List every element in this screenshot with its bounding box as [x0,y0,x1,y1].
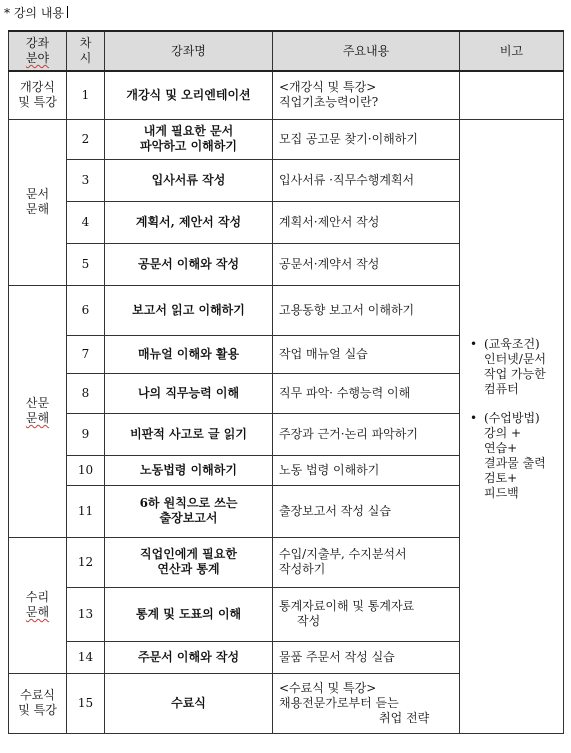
category-end: 수료식 및 특강 [9,673,67,733]
remarks-notes [460,119,564,733]
table-header-row [9,31,564,71]
session-number: 14 [67,641,105,673]
course-content: <개강식 및 특강> 직업기초능력이란? [273,71,460,119]
course-title: 나의 직무능력 이해 [105,373,273,413]
course-content: 출장보고서 작성 실습 [273,485,460,537]
header-course: 강좌명 [105,31,273,71]
course-content: 작업 매뉴얼 실습 [273,335,460,373]
session-number: 13 [67,587,105,641]
text-cursor [67,6,68,18]
course-title: 비판적 사고로 글 읽기 [105,413,273,455]
course-content: <수료식 및 특강> 채용전문가로부터 듣는 취업 전략 [273,673,460,733]
note-education-conditions: • (교육조건) 인터넷/문서 작업 가능한 컴퓨터 [484,337,559,397]
course-content: 고용동향 보고서 이해하기 [273,285,460,335]
course-content: 통계자료이해 및 통계자료 작성 [273,587,460,641]
category-intro: 개강식 및 특강 [9,71,67,119]
session-number: 6 [67,285,105,335]
category-math: 수리 문해 [9,537,67,673]
course-content: 계획서·제안서 작성 [273,201,460,243]
course-title: 노동법령 이해하기 [105,455,273,485]
course-title: 공문서 이해와 작성 [105,243,273,285]
session-number: 10 [67,455,105,485]
course-content: 모집 공고문 찾기·이해하기 [273,119,460,159]
category-doc: 문서 문해 [9,119,67,285]
section-heading: * 강의 내용 [4,3,68,23]
session-number: 3 [67,159,105,201]
header-content: 주요내용 [273,31,460,71]
session-number: 9 [67,413,105,455]
course-title: 개강식 및 오리엔테이션 [105,71,273,119]
course-content: 공문서·계약서 작성 [273,243,460,285]
course-title: 직업인에게 필요한 연산과 통계 [105,537,273,587]
session-number: 15 [67,673,105,733]
note-teaching-method: • (수업방법) 강의 + 연습+ 결과물 출력 검토+ 피드백 [484,411,559,501]
session-number: 12 [67,537,105,587]
course-title: 내게 필요한 문서 파악하고 이해하기 [105,119,273,159]
header-session: 차 시 [67,31,105,71]
course-title: 계획서, 제안서 작성 [105,201,273,243]
table-row [9,71,564,119]
course-title: 입사서류 작성 [105,159,273,201]
session-number: 4 [67,201,105,243]
course-content: 입사서류 ·직무수행계획서 [273,159,460,201]
category-prose: 산문 문해 [9,285,67,537]
table-row [9,119,564,159]
session-number: 11 [67,485,105,537]
course-content: 노동 법령 이해하기 [273,455,460,485]
course-title: 통계 및 도표의 이해 [105,587,273,641]
course-content: 물품 주문서 작성 실습 [273,641,460,673]
course-content: 수입/지출부, 수지분석서 작성하기 [273,537,460,587]
course-title: 6하 원칙으로 쓰는 출장보고서 [105,485,273,537]
session-number: 1 [67,71,105,119]
course-content: 직무 파악· 수행능력 이해 [273,373,460,413]
header-remarks: 비고 [460,31,564,71]
session-number: 5 [67,243,105,285]
session-number: 2 [67,119,105,159]
remarks-cell [460,71,564,119]
course-content: 주장과 근거·논리 파악하기 [273,413,460,455]
session-number: 8 [67,373,105,413]
course-title: 보고서 읽고 이해하기 [105,285,273,335]
course-title: 수료식 [105,673,273,733]
course-title: 매뉴얼 이해와 활용 [105,335,273,373]
course-table [8,30,564,734]
course-title: 주문서 이해와 작성 [105,641,273,673]
session-number: 7 [67,335,105,373]
header-category: 강좌 분야 [9,31,67,71]
